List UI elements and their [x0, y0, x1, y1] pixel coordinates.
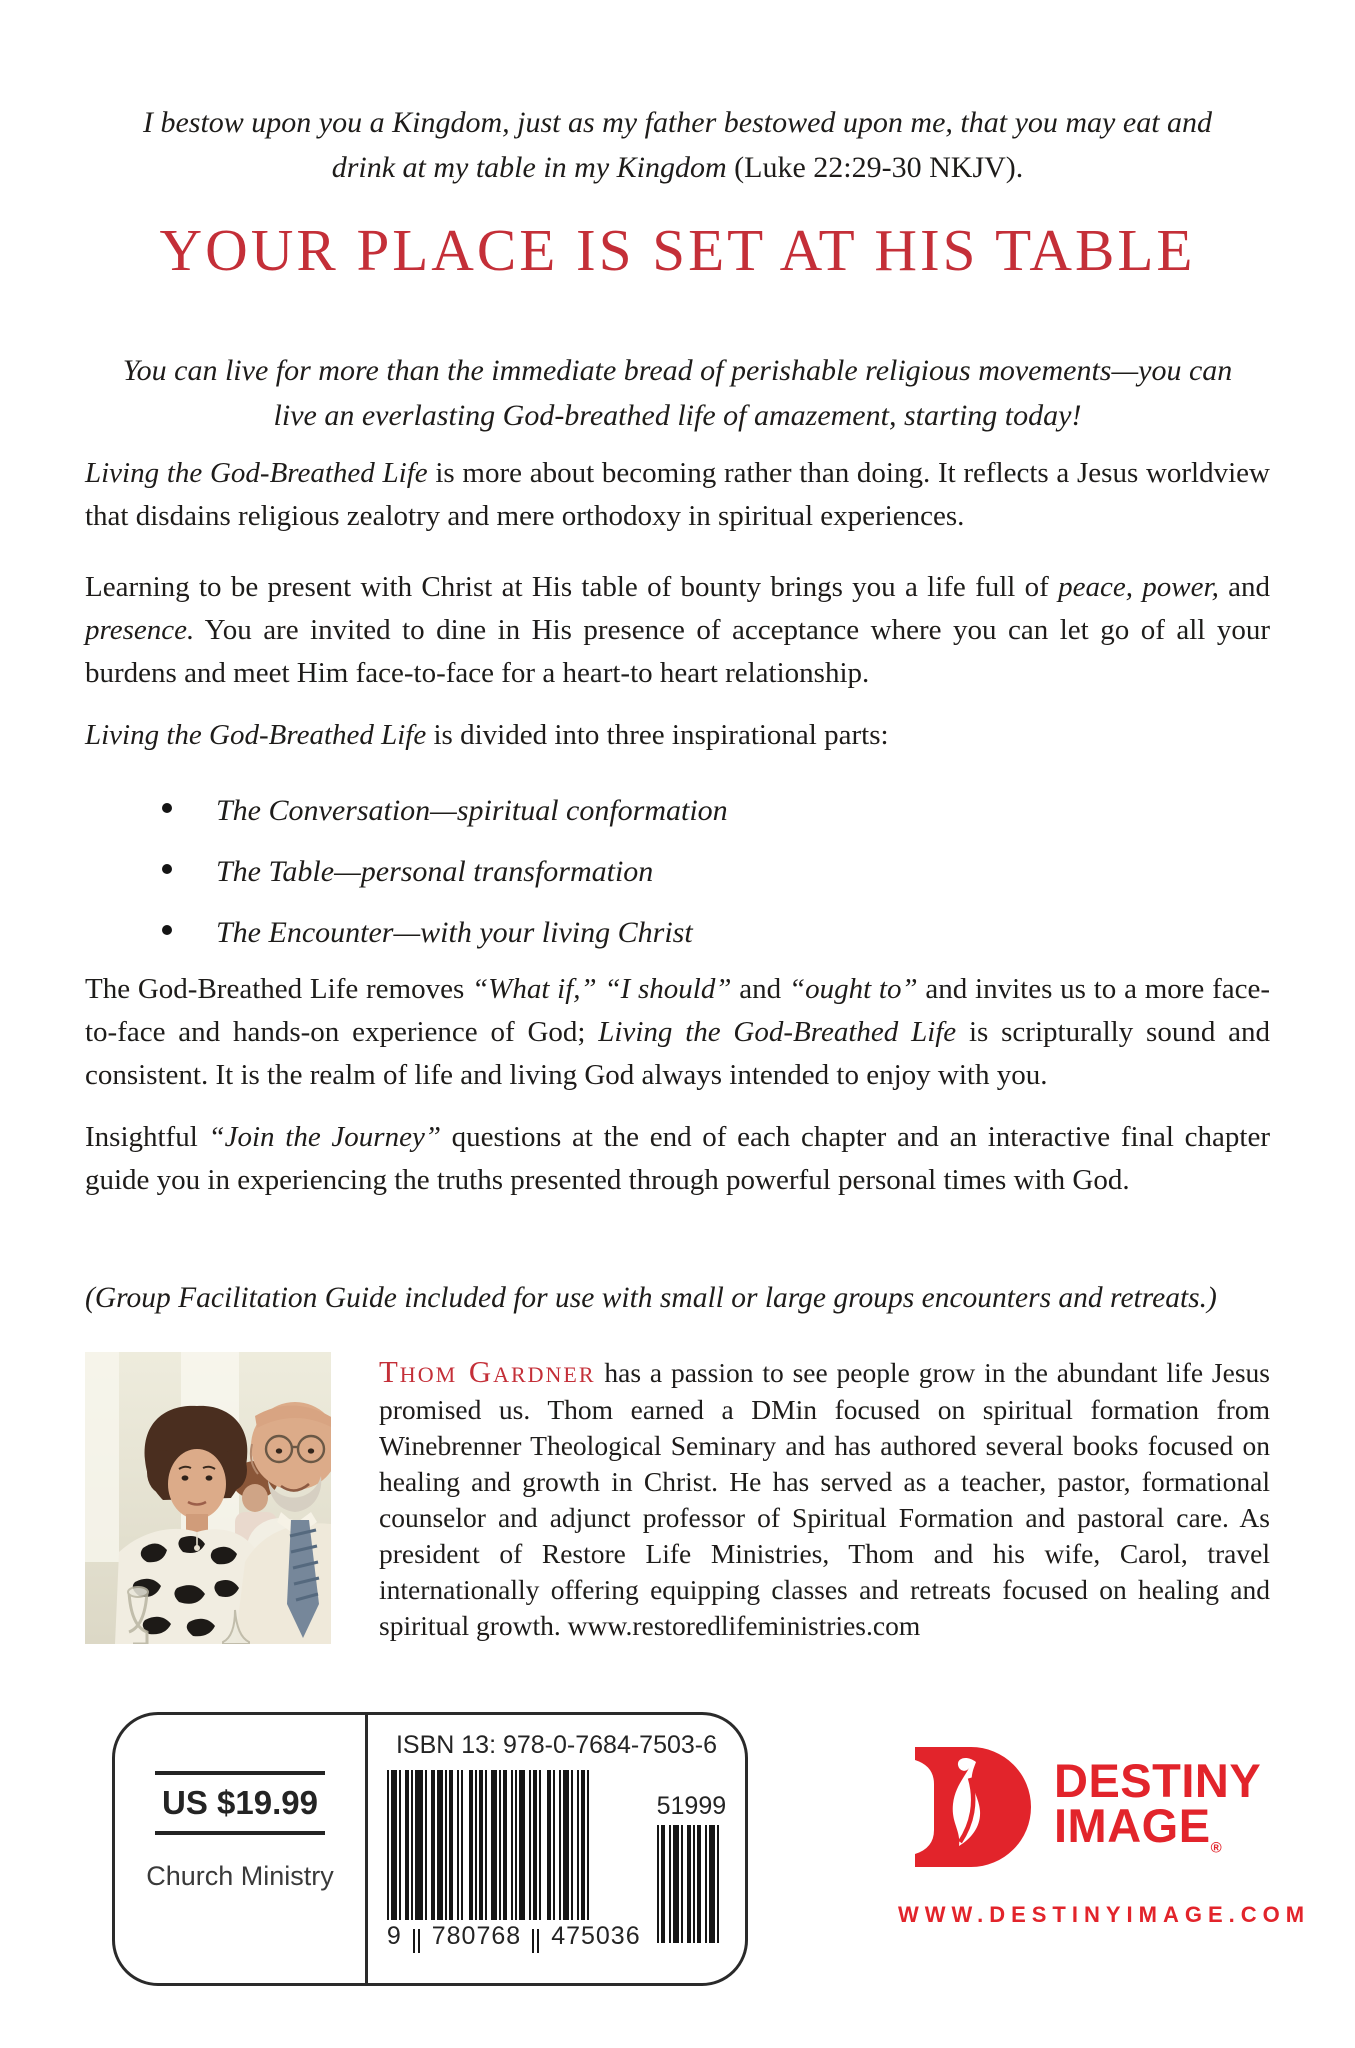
list-item: [162, 916, 1162, 950]
lead-paragraph: You can live for more than the immediate bread of perishable religious movements—you can live an everlasting God-breathed life of amazement, starting today!: [122, 354, 1233, 432]
epigraph-quote: I bestow upon you a Kingdom, just as my father bestowed upon me, that you may eat and drink at my table in my Kingdom (Luke 22:29-30 NKJV).: [142, 106, 1213, 184]
author-photo: [85, 1352, 331, 1644]
price-section: [115, 1715, 368, 1983]
bullet-icon: [162, 803, 172, 813]
price-addon-barcode: [657, 1792, 727, 1943]
parts-list: [162, 794, 1162, 977]
barcode-panel: [112, 1712, 748, 1986]
bullet-text: The Table—personal transformation: [216, 855, 654, 888]
list-item: [162, 794, 1162, 828]
isbn-label: ISBN 13: 978-0-7684-7503-6: [395, 1731, 718, 1759]
body-paragraph: Living the God-Breathed Life is divided into three inspirational parts:: [85, 719, 889, 751]
bullet-icon: [162, 925, 172, 935]
author-bio-text: Thom Gardner has a passion to see people grow in the abundant life Jesus promised us. Thom earned a DMin focused on spiritual formation from Winebrenner Theological Seminary and has authored several books focused on healing and growth in Christ. He has served as a teacher, pastor, formational counselor and adjunct professor of Spiritual Formation and pastoral care. As president of Restore Life Ministries, Thom and his wife, Carol, travel internationally offering equipping classes and retreats focused on healing and spiritual growth. www.restoredlifeministries.com: [379, 1355, 1270, 1642]
bullet-text: The Conversation—spiritual conformation: [216, 794, 728, 827]
bullet-icon: [162, 864, 172, 874]
publisher-name: DESTINY $IMAGE_®$: [1054, 1753, 1262, 1856]
list-item: [162, 855, 1162, 889]
page-title: YOUR PLACE IS SET AT HIS TABLE: [159, 217, 1196, 283]
body-paragraph: Living the God-Breathed Life is more about becoming rather than doing. It reflects a Jesus worldview that disdains religious zealotry and mere orthodoxy in spiritual experiences.: [85, 457, 1270, 532]
barcode-bars: [387, 1770, 619, 1920]
body-paragraph: Insightful “Join the Journey” questions at the end of each chapter and an interactive final chapter guide you in experiencing the truths presented through powerful personal times with God.: [85, 1121, 1271, 1196]
body-paragraph: The God-Breathed Life removes “What if,” “I should” and “ought to” and invites us to a more face-to-face and hands-on experience of God; Living the God-Breathed Life is scripturally sound and consistent. It is the realm of life and living God always intended to enjoy with you.: [85, 973, 1271, 1091]
body-paragraph: Learning to be present with Christ at His table of bounty brings you a life full of peace, power, and presence. You are invited to dine in His presence of acceptance where you can let go of all your burdens and meet Him face-to-face for a heart-to heart relationship.: [85, 571, 1270, 689]
publisher-website: WWW.DESTINYIMAGE.COM: [898, 1902, 1311, 1927]
barcode-digits: 9 780768 475036: [387, 1922, 641, 1951]
guard-bars: [532, 1929, 540, 1953]
registered-mark: ®: [1210, 1838, 1223, 1856]
divider: [155, 1831, 325, 1835]
ean-barcode: [387, 1770, 641, 1951]
addon-digits: 51999: [656, 1792, 727, 1820]
category-label: Church Ministry: [146, 1861, 334, 1891]
price-label: US $19.99: [162, 1784, 318, 1821]
bullet-text: The Encounter—with your living Christ: [216, 916, 693, 949]
barcode-bars: [657, 1825, 721, 1943]
publisher-logo-block: [898, 1742, 1311, 1928]
author-bio-section: [85, 1352, 1270, 1644]
guard-bars: [413, 1929, 421, 1953]
group-guide-note: (Group Facilitation Guide included for use with small or large groups encounters and retreats.): [85, 1282, 1217, 1314]
destiny-d-flame-icon: [898, 1742, 1040, 1872]
isbn-section: [368, 1715, 745, 1983]
